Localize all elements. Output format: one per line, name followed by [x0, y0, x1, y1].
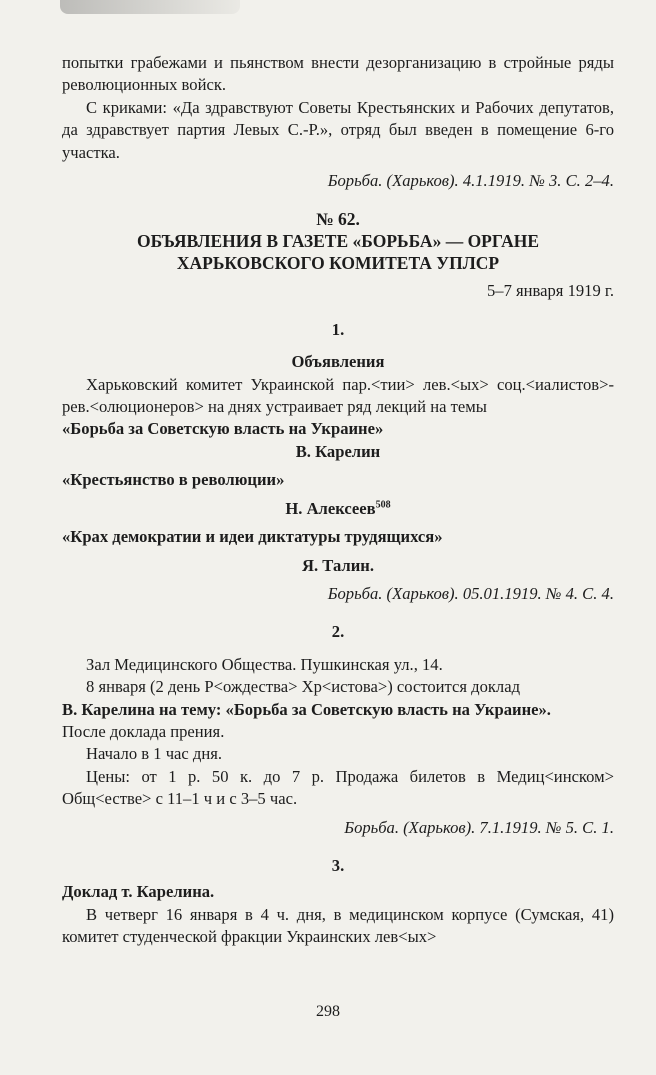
- section-2-line1: Зал Медицинского Общества. Пушкинская ул., 14.: [86, 654, 443, 674]
- lecture-title-1: «Борьба за Советскую власть на Украине»: [62, 419, 384, 439]
- document-number: № 62.: [316, 209, 360, 230]
- paragraph-shouts: С криками: «Да здравствуют Советы Крестьянских и Рабочих депутатов, да здравствует партия Левых С.-Р.», отряд был введен в помещение 6-го участка.: [62, 97, 614, 162]
- paragraph-continuation: попытки грабежами и пьянством внести дезорганизацию в стройные ряды революционных войск.: [62, 53, 614, 95]
- lecture-author-2-name: Н. Алексеев: [285, 498, 376, 518]
- scan-artifact: [60, 0, 240, 14]
- section-1-heading: Объявления: [291, 352, 385, 372]
- document-page: [62, 52, 614, 949]
- document-title-line2: ХАРЬКОВСКОГО КОМИТЕТА УПЛСР: [176, 253, 500, 274]
- section-3-number: 3.: [331, 855, 345, 875]
- document-date: 5–7 января 1919 г.: [486, 281, 614, 301]
- section-3-text: В четверг 16 января в 4 ч. дня, в медицинском корпусе (Сумская, 41) комитет студенческой фракции Украинских лев<ых>: [62, 904, 614, 947]
- lecture-author-3: Я. Талин.: [302, 555, 374, 575]
- citation-3: Борьба. (Харьков). 7.1.1919. № 5. С. 1.: [344, 817, 614, 837]
- lecture-title-3: «Крах демократии и идеи диктатуры трудящихся»: [62, 527, 443, 547]
- citation-2: Борьба. (Харьков). 05.01.1919. № 4. С. 4.: [327, 583, 614, 603]
- page-number: 298: [316, 1003, 340, 1020]
- citation-1: Борьба. (Харьков). 4.1.1919. № 3. С. 2–4.: [327, 171, 614, 191]
- section-2-line2-bold: В. Карелина на тему: «Борьба за Советскую власть на Украине».: [62, 699, 551, 719]
- lecture-author-1: В. Карелин: [295, 441, 381, 461]
- section-2-line3: После доклада прения.: [62, 721, 225, 741]
- section-1-number: 1.: [331, 319, 345, 339]
- footnote-ref-508: 508: [375, 499, 391, 511]
- section-2-line5: Цены: от 1 р. 50 к. до 7 р. Продажа билетов в Медиц<инском> Общ<естве> с 11–1 ч и с 3–5 час.: [62, 766, 614, 809]
- document-title-line1: ОБЪЯВЛЕНИЯ В ГАЗЕТЕ «БОРЬБА» — ОРГАНЕ: [136, 231, 540, 252]
- lecture-author-2: [62, 498, 614, 520]
- section-1-intro: Харьковский комитет Украинской пар.<тии> лев.<ых> соц.<иалистов>-рев.<олюционеров> на днях устраивает ряд лекций на темы: [62, 374, 614, 417]
- lecture-title-2: «Крестьянство в революции»: [62, 470, 285, 490]
- section-2-line2: 8 января (2 день Р<ождества> Хр<истова>) состоится доклад: [86, 677, 521, 697]
- section-3-heading: Доклад т. Карелина.: [62, 882, 215, 902]
- section-2-line4: Начало в 1 час дня.: [86, 744, 223, 764]
- section-2-number: 2.: [331, 622, 345, 642]
